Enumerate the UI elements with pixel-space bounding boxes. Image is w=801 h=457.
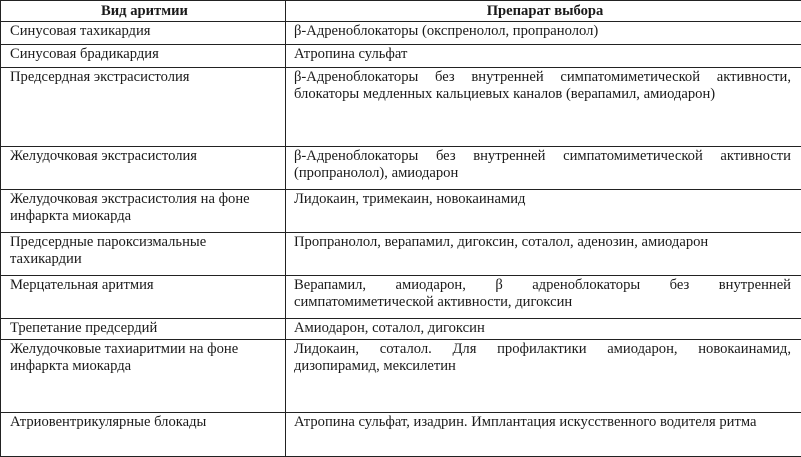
table-row xyxy=(1,190,801,233)
arrhythmia-cell: Предсердные пароксизмальные тахикардии xyxy=(1,232,286,275)
table-row xyxy=(1,22,801,45)
drug-cell: β-Адреноблокаторы (окспренолол, пропранолол) xyxy=(286,22,801,45)
drug-cell: Лидокаин, соталол. Для профилактики амиодарон, новокаинамид, дизопирамид, мексилетин xyxy=(286,340,801,413)
header-arrhythmia-type: Вид аритмии xyxy=(1,1,286,22)
table-row xyxy=(1,147,801,190)
drug-cell: Атропина сульфат xyxy=(286,45,801,68)
arrhythmia-cell: Синусовая тахикардия xyxy=(1,22,286,45)
table-header-row xyxy=(1,1,801,22)
drug-cell: β-Адреноблокаторы без внутренней симпатомиметической активности, блокаторы медленных кальциевых каналов (верапамил, амиодарон) xyxy=(286,68,801,147)
table-row xyxy=(1,45,801,68)
arrhythmia-cell: Желудочковые тахиаритмии на фоне инфаркта миокарда xyxy=(1,340,286,413)
drug-cell: Верапамил, амиодарон, β адреноблокаторы без внутренней симпатомиметической активности, дигоксин xyxy=(286,275,801,318)
drug-cell: Амиодарон, соталол, дигоксин xyxy=(286,318,801,340)
table-row xyxy=(1,275,801,318)
arrhythmia-cell: Трепетание предсердий xyxy=(1,318,286,340)
table-row xyxy=(1,318,801,340)
table-row xyxy=(1,340,801,413)
arrhythmia-cell: Предсердная экстрасистолия xyxy=(1,68,286,147)
drug-cell: β-Адреноблокаторы без внутренней симпатомиметической активности (пропранолол), амиодарон xyxy=(286,147,801,190)
arrhythmia-cell: Желудочковая экстрасистолия на фоне инфаркта миокарда xyxy=(1,190,286,233)
table-row xyxy=(1,412,801,456)
header-drug-of-choice: Препарат выбора xyxy=(286,1,801,22)
arrhythmia-cell: Желудочковая экстрасистолия xyxy=(1,147,286,190)
drug-cell: Атропина сульфат, изадрин. Имплантация искусственного водителя ритма xyxy=(286,412,801,456)
arrhythmia-cell: Мерцательная аритмия xyxy=(1,275,286,318)
drug-cell: Пропранолол, верапамил, дигоксин, соталол, аденозин, амиодарон xyxy=(286,232,801,275)
table-row xyxy=(1,232,801,275)
arrhythmia-cell: Атриовентрикулярные блокады xyxy=(1,412,286,456)
drug-cell: Лидокаин, тримекаин, новокаинамид xyxy=(286,190,801,233)
table-row xyxy=(1,68,801,147)
arrhythmia-cell: Синусовая брадикардия xyxy=(1,45,286,68)
